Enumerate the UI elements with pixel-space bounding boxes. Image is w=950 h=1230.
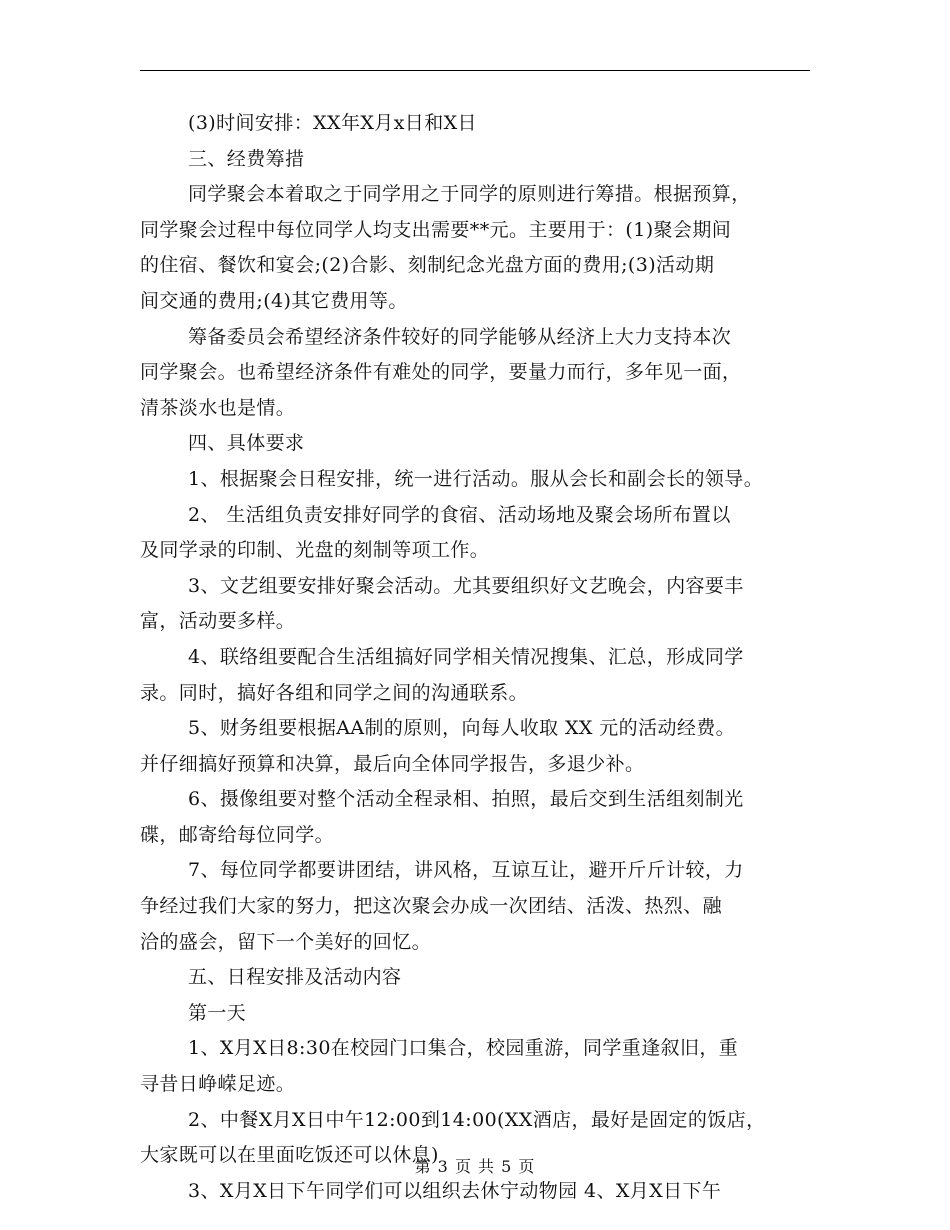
text-line: 同学聚会。也希望经济条件有难处的同学，要量力而行，多年见一面， xyxy=(140,361,742,384)
text-line: 同学聚会本着取之于同学用之于同学的原则进行筹措。根据预算， xyxy=(188,183,751,206)
text-line: 7、每位同学都要讲团结，讲风格，互谅互让，避开斤斤计较，力 xyxy=(188,859,744,882)
section-heading: 五、日程安排及活动内容 xyxy=(188,966,402,989)
section-heading: 四、具体要求 xyxy=(188,432,305,455)
text-line: (3)时间安排：XX年X月x日和X日 xyxy=(188,112,477,134)
text-line: 间交通的费用;(4)其它费用等。 xyxy=(140,289,408,312)
text-line: 富，活动要多样。 xyxy=(140,610,296,633)
text-line: 2、 生活组负责安排好同学的食宿、活动场地及聚会场所布置以 xyxy=(188,503,731,526)
text-line: 4、联络组要配合生活组搞好同学相关情况搜集、汇总，形成同学 xyxy=(188,645,744,668)
text-line: 的住宿、餐饮和宴会;(2)合影、刻制纪念光盘方面的费用;(3)活动期 xyxy=(140,254,715,277)
text-line: 3、文艺组要安排好聚会活动。尤其要组织好文艺晚会，内容要丰 xyxy=(188,574,744,597)
text-line: 筹备委员会希望经济条件较好的同学能够从经济上大力支持本次 xyxy=(188,325,732,348)
text-line: 2、中餐X月X日中午12:00到14:00(XX酒店，最好是固定的饭店， xyxy=(188,1108,766,1131)
text-line: 录。同时，搞好各组和同学之间的沟通联系。 xyxy=(140,681,529,704)
text-line: 及同学录的印制、光盘的刻制等项工作。 xyxy=(140,539,490,562)
text-line: 6、摄像组要对整个活动全程录相、拍照，最后交到生活组刻制光 xyxy=(188,788,744,811)
text-line: 并仔细搞好预算和决算，最后向全体同学报告，多退少补。 xyxy=(140,752,645,775)
text-line: 洽的盛会，留下一个美好的回忆。 xyxy=(140,930,432,953)
text-line: 碟，邮寄给每位同学。 xyxy=(140,823,335,846)
text-line: 大家既可以在里面吃饭还可以休息) xyxy=(140,1144,439,1167)
text-line: 1、X月X日8:30在校园门口集合，校园重游，同学重逢叙旧，重 xyxy=(188,1037,739,1060)
text-line: 1、根据聚会日程安排，统一进行活动。服从会长和副会长的领导。 xyxy=(188,467,764,490)
text-line: 5、财务组要根据AA制的原则，向每人收取 XX 元的活动经费。 xyxy=(188,717,736,740)
subsection-heading: 第一天 xyxy=(188,1001,247,1024)
page-number-footer: 第 3 页 共 5 页 xyxy=(414,1157,536,1176)
text-line: 寻昔日峥嵘足迹。 xyxy=(140,1073,296,1096)
text-line: 清茶淡水也是情。 xyxy=(140,396,296,419)
text-line: 3、X月X日下午同学们可以组织去休宁动物园 4、X月X日下午 xyxy=(188,1179,722,1202)
text-line: 同学聚会过程中每位同学人均支出需要**元。主要用于：(1)聚会期间 xyxy=(140,218,732,241)
document-body xyxy=(140,106,830,1209)
header-rule xyxy=(140,70,810,71)
text-line: 争经过我们大家的努力，把这次聚会办成一次团结、活泼、热烈、融 xyxy=(140,895,723,918)
section-heading: 三、经费筹措 xyxy=(188,147,305,170)
